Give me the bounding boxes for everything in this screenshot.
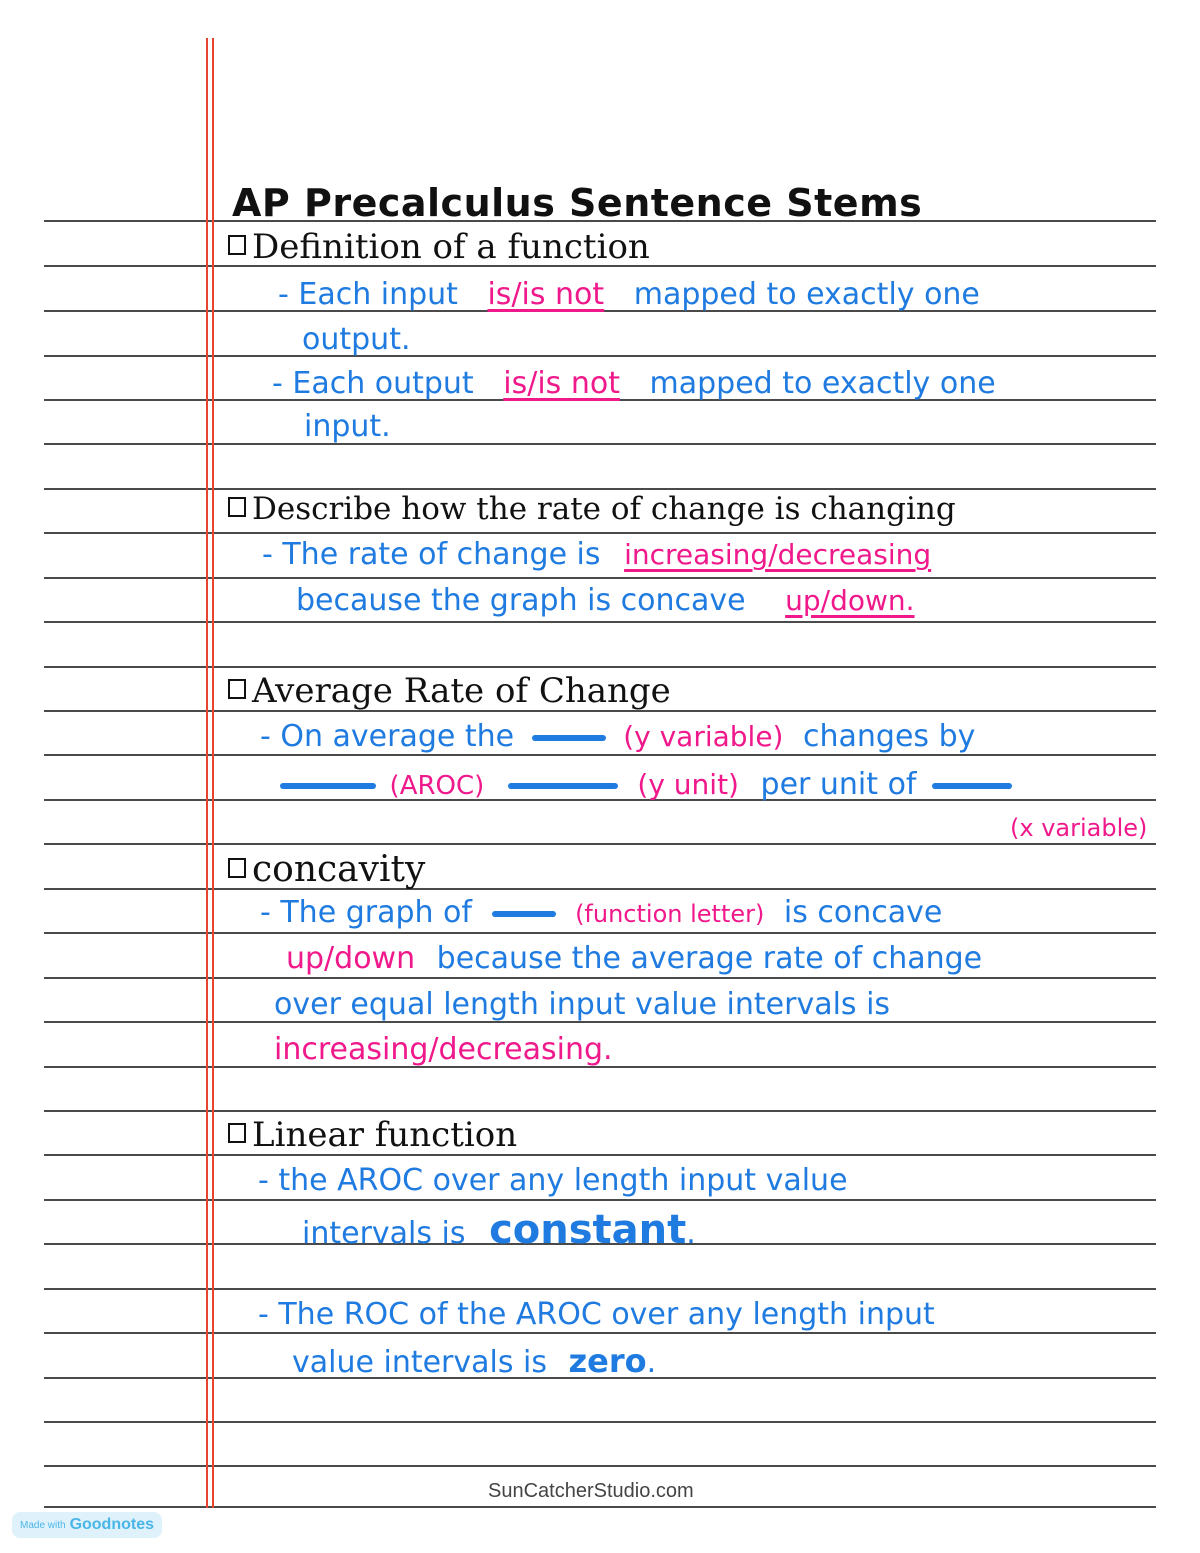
page-title: AP Precalculus Sentence Stems [232, 181, 923, 225]
choice-text: increasing/decreasing. [274, 1032, 613, 1067]
stem-line [262, 537, 932, 572]
rule-line [44, 1110, 1156, 1112]
stem-text: is concave [783, 895, 943, 930]
rule-line [44, 1332, 1156, 1334]
section-heading [228, 1115, 518, 1155]
choice-text: (function letter) [575, 900, 765, 928]
stem-text: - On average the [260, 719, 515, 754]
blank-line [532, 735, 606, 741]
rule-line [44, 843, 1156, 845]
stem-line [260, 719, 976, 754]
stem-text: - The graph of [260, 895, 472, 930]
stem-line [280, 767, 1012, 802]
rule-line [44, 977, 1156, 979]
heading-text: Definition of a function [252, 227, 650, 267]
rule-line [44, 488, 1156, 490]
choice-text: is/is not [487, 277, 605, 312]
blank-line [508, 783, 618, 789]
rule-line [44, 1421, 1156, 1423]
rule-line [44, 532, 1156, 534]
choice-text: (y variable) [623, 720, 784, 753]
badge-brand: Goodnotes [69, 1516, 154, 1533]
stem-text: changes by [803, 719, 976, 754]
checkbox-icon[interactable] [228, 497, 246, 517]
stem-text: - Each input [278, 277, 458, 312]
emphasis-text: zero [568, 1342, 647, 1380]
stem-text: mapped to exactly one [649, 366, 996, 401]
choice-text: (x variable) [1010, 814, 1148, 842]
rule-line [44, 577, 1156, 579]
section-heading [228, 491, 956, 527]
blank-line [280, 783, 376, 789]
rule-line [44, 1199, 1156, 1201]
choice-text: is/is not [503, 366, 620, 401]
stem-line [302, 322, 411, 357]
choice-text: (AROC) [389, 771, 485, 801]
rule-line [44, 754, 1156, 756]
stem-line [260, 895, 943, 930]
margin-line [206, 38, 208, 1508]
goodnotes-badge[interactable] [12, 1512, 162, 1538]
choice-text: up/down [286, 941, 416, 976]
blank-line [492, 911, 556, 917]
stem-text: input. [304, 409, 391, 444]
section-heading [228, 671, 671, 711]
stem-text: - the AROC over any length input value [258, 1163, 848, 1198]
stem-line [272, 366, 996, 401]
choice-text: up/down. [785, 584, 915, 617]
margin-line [212, 38, 214, 1508]
choice-text: increasing/decreasing [624, 538, 932, 571]
stem-text: . [686, 1216, 696, 1251]
section-heading [228, 227, 650, 267]
emphasis-text: constant [489, 1207, 687, 1253]
rule-line [44, 932, 1156, 934]
rule-line [44, 888, 1156, 890]
choice-text: (y unit) [637, 768, 739, 801]
stem-line [258, 1297, 935, 1332]
stem-line [278, 277, 980, 312]
heading-text: concavity [252, 849, 426, 890]
stem-text: - The ROC of the AROC over any length input [258, 1297, 935, 1332]
stem-text: because the average rate of change [436, 941, 983, 976]
badge-prefix: Made with [19, 1519, 66, 1531]
heading-text: Describe how the rate of change is changing [252, 491, 956, 527]
heading-text: Linear function [252, 1115, 518, 1155]
stem-line [258, 1163, 848, 1198]
stem-line [1010, 816, 1147, 840]
checkbox-icon[interactable] [228, 858, 246, 878]
stem-line [274, 1032, 613, 1067]
stem-text: - The rate of change is [262, 537, 601, 572]
stem-text: intervals is [302, 1216, 466, 1251]
blank-line [932, 783, 1012, 789]
checkbox-icon[interactable] [228, 1123, 246, 1143]
footer-credit: SunCatcherStudio.com [488, 1480, 694, 1502]
rule-line [44, 355, 1156, 357]
section-heading [228, 849, 426, 890]
stem-line [296, 583, 915, 618]
stem-text: value intervals is [292, 1345, 547, 1380]
checkbox-icon[interactable] [228, 679, 246, 699]
checkbox-icon[interactable] [228, 235, 246, 255]
stem-line [302, 1207, 696, 1253]
rule-line [44, 443, 1156, 445]
stem-text: over equal length input value intervals is [274, 987, 891, 1022]
stem-line [286, 941, 983, 976]
rule-line [44, 1506, 1156, 1508]
stem-line [292, 1342, 657, 1380]
stem-line [304, 409, 391, 444]
heading-text: Average Rate of Change [252, 671, 671, 711]
rule-line [44, 1154, 1156, 1156]
rule-line [44, 1288, 1156, 1290]
stem-text: per unit of [760, 767, 917, 802]
stem-text: mapped to exactly one [633, 277, 980, 312]
stem-text: because the graph is concave [296, 583, 746, 618]
rule-line [44, 621, 1156, 623]
rule-line [44, 666, 1156, 668]
stem-text: - Each output [272, 366, 474, 401]
stem-text: . [646, 1345, 657, 1380]
rule-line [44, 1465, 1156, 1467]
stem-text: output. [302, 322, 411, 357]
stem-line [274, 987, 891, 1022]
